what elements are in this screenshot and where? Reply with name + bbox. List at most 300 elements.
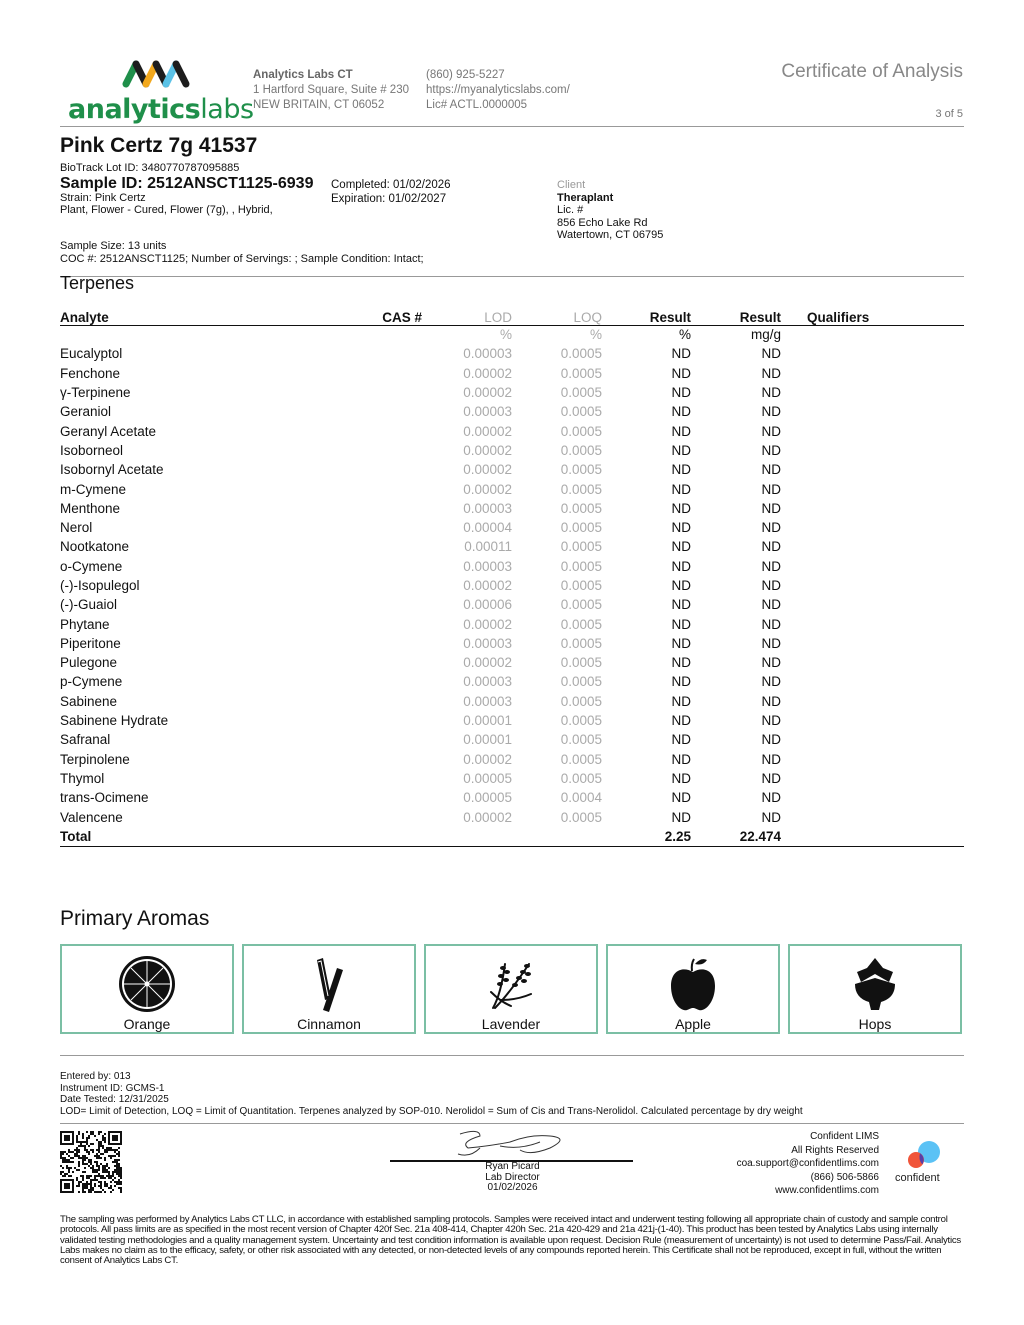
lims-info — [737, 1130, 879, 1198]
cell-result-mg: ND — [761, 365, 781, 381]
cell-cas — [345, 344, 422, 363]
cell-qualifiers — [781, 711, 964, 730]
cell-qualifiers — [781, 441, 964, 460]
cell-qualifiers — [781, 788, 964, 807]
cell-analyte: Sabinene — [60, 693, 118, 709]
units-analyte — [60, 325, 345, 344]
cell-result-mg: ND — [761, 751, 781, 767]
cell-result-mg: ND — [761, 462, 781, 478]
cell-analyte: Pulegone — [60, 655, 118, 671]
col-qualifiers: Qualifiers — [781, 306, 964, 325]
cell-result-pct: ND — [671, 578, 691, 593]
cell-lod: 0.00003 — [463, 404, 512, 420]
cell-loq: 0.0005 — [560, 674, 602, 690]
sample-meta — [60, 240, 424, 265]
cell-cas — [345, 653, 422, 672]
cell-analyte: Eucalyptol — [60, 346, 123, 362]
cell-result-mg: ND — [761, 655, 781, 671]
cell-analyte: Sabinene Hydrate — [60, 713, 169, 729]
document-title: Certificate of Analysis — [781, 61, 963, 82]
cell-cas — [345, 672, 422, 691]
cell-cas — [345, 711, 422, 730]
cell-result-pct: ND — [671, 462, 691, 478]
cell-lod: 0.00003 — [463, 500, 512, 516]
cell-analyte: o-Cymene — [60, 558, 123, 574]
disclaimer: The sampling was performed by Analytics Labs CT LLC, in accordance with established sampling protocols. Samples were received intact and underwent testing following all appropriate chain of custody and sample control protocols. All pass limits are as specified in the most recent version of Chapter 420f Sec. 21a 408-414, Chapter 420h Sec. 21a 420-429 and 21a 421j-(1-40). This product has been tested by Analytics Labs using internally validated testing methodologies and a quality management system. Uncertainty and test condition information is available upon request. Decision Rule (measurement of uncertainty) is not used to determine Pass/Fail. Analytics Labs makes no claim as to the efficacy, safety, or other risk associated with any detected, or non-detected levels of any compounds reported herein. This Certificate shall not be reproduced, except in full, without the written consent of Analytics Labs CT. — [60, 1214, 961, 1267]
table-row — [60, 807, 964, 826]
cell-result-mg: ND — [761, 500, 781, 516]
cell-qualifiers — [781, 653, 964, 672]
cell-result-pct: ND — [671, 616, 691, 632]
cell-lod: 0.00001 — [463, 732, 512, 748]
cell-analyte: Geraniol — [60, 404, 112, 420]
logo-text-bold: analytics — [68, 94, 201, 125]
units-qualifiers — [781, 325, 964, 344]
lab-contact — [426, 68, 570, 113]
cell-lod: 0.00001 — [463, 713, 512, 729]
cell-cas — [345, 730, 422, 749]
cell-result-mg: ND — [761, 674, 781, 690]
table-row — [60, 711, 964, 730]
table-row — [60, 537, 964, 556]
cell-analyte: Piperitone — [60, 635, 121, 651]
cell-lod: 0.00002 — [463, 423, 512, 439]
sample-id: Sample ID: 2512ANSCT1125-6939 — [60, 175, 314, 192]
strain: Strain: Pink Certz — [60, 192, 146, 204]
strain-info — [60, 192, 273, 216]
table-row — [60, 460, 964, 479]
lab-address-1: 1 Hartford Square, Suite # 230 — [253, 84, 409, 96]
cell-result-pct: ND — [671, 365, 691, 381]
cell-analyte: p-Cymene — [60, 674, 123, 690]
cell-lod: 0.00005 — [463, 770, 512, 786]
cell-qualifiers — [781, 614, 964, 633]
cell-lod: 0.00011 — [464, 539, 512, 555]
cell-result-pct: ND — [671, 539, 691, 555]
aroma-label: Cinnamon — [297, 1016, 361, 1032]
instrument-id: Instrument ID: GCMS-1 — [60, 1082, 165, 1094]
sample-size: Sample Size: 13 units — [60, 240, 167, 252]
confident-logo — [895, 1140, 955, 1188]
aroma-label: Lavender — [481, 1016, 541, 1032]
cell-result-pct: ND — [671, 674, 691, 690]
cell-result-mg: ND — [761, 790, 781, 806]
lab-info — [253, 68, 409, 113]
table-row — [60, 441, 964, 460]
logo-text-light: labs — [200, 94, 254, 125]
aroma-label: Orange — [123, 1016, 171, 1032]
cell-lod: 0.00002 — [463, 809, 512, 825]
cell-analyte: Nerol — [60, 520, 93, 536]
cell-result-mg: ND — [761, 481, 781, 497]
cell-loq: 0.0005 — [560, 423, 602, 439]
cell-result-pct: ND — [671, 442, 691, 458]
cell-cas — [345, 402, 422, 421]
units-cas — [345, 325, 422, 344]
cell-analyte: Isoborneol — [60, 442, 124, 458]
cell-lod: 0.00002 — [463, 481, 512, 497]
logo-mark-icon — [68, 58, 238, 94]
cell-qualifiers — [781, 402, 964, 421]
total-label: Total — [60, 827, 345, 846]
aromas-section-title: Primary Aromas — [60, 907, 210, 930]
cell-analyte: Valencene — [60, 809, 123, 825]
total-result-mg: 22.474 — [691, 827, 781, 846]
cell-loq: 0.0005 — [560, 520, 602, 536]
cell-result-mg: ND — [761, 713, 781, 729]
cell-result-pct: ND — [671, 732, 691, 748]
aroma-card-orange — [60, 944, 234, 1034]
cell-result-mg: ND — [761, 558, 781, 574]
cell-lod: 0.00004 — [463, 520, 512, 536]
cell-loq: 0.0005 — [560, 597, 602, 613]
table-row — [60, 614, 964, 633]
lims-name: Confident LIMS — [810, 1131, 879, 1142]
signer-block — [450, 1162, 575, 1194]
cell-qualifiers — [781, 750, 964, 769]
lab-address-2: NEW BRITAIN, CT 06052 — [253, 99, 385, 111]
test-info — [60, 1071, 803, 1117]
cell-analyte: m-Cymene — [60, 481, 127, 497]
coc-info: COC #: 2512ANSCT1125; Number of Servings: ; Sample Condition: Intact; — [60, 252, 424, 265]
cell-analyte: Safranal — [60, 732, 111, 748]
cell-result-mg: ND — [761, 539, 781, 555]
cell-lod: 0.00003 — [463, 346, 512, 362]
client-address-1: 856 Echo Lake Rd — [557, 216, 648, 229]
cell-lod: 0.00002 — [463, 616, 512, 632]
cell-result-mg: ND — [761, 693, 781, 709]
cell-result-pct: ND — [671, 385, 691, 401]
cell-lod: 0.00002 — [463, 578, 512, 593]
hops-cone-icon — [845, 954, 905, 1014]
dates — [331, 178, 451, 206]
cell-lod: 0.00006 — [463, 597, 512, 613]
cell-cas — [345, 807, 422, 826]
lims-phone: (866) 506-5866 — [810, 1171, 879, 1183]
cell-result-pct: ND — [671, 481, 691, 497]
page-number: 3 of 5 — [935, 108, 963, 120]
cell-cas — [345, 537, 422, 556]
client-label: Client — [557, 179, 586, 191]
cell-cas — [345, 750, 422, 769]
cell-loq: 0.0005 — [560, 732, 602, 748]
cell-result-pct: ND — [671, 597, 691, 613]
cell-result-mg: ND — [761, 423, 781, 439]
table-row — [60, 634, 964, 653]
cell-analyte: Terpinolene — [60, 751, 130, 767]
cell-qualifiers — [781, 595, 964, 614]
cell-qualifiers — [781, 499, 964, 518]
cell-result-mg: ND — [761, 346, 781, 362]
cell-result-mg: ND — [761, 442, 781, 458]
cell-qualifiers — [781, 769, 964, 788]
cell-cas — [345, 499, 422, 518]
cell-cas — [345, 595, 422, 614]
cell-lod: 0.00002 — [463, 385, 512, 401]
cell-cas — [345, 479, 422, 498]
table-header-row — [60, 306, 964, 325]
cell-result-mg: ND — [761, 520, 781, 536]
cell-lod: 0.00003 — [463, 558, 512, 574]
cell-qualifiers — [781, 364, 964, 383]
date-tested: Date Tested: 12/31/2025 — [60, 1094, 169, 1105]
cell-analyte: γ-Terpinene — [60, 385, 131, 401]
lims-rights: All Rights Reserved — [791, 1144, 879, 1156]
unit-result-mg: mg/g — [750, 327, 781, 343]
cell-loq: 0.0005 — [560, 481, 602, 497]
cell-result-pct: ND — [671, 655, 691, 671]
legend-note: LOD= Limit of Detection, LOQ = Limit of Quantitation. Terpenes analyzed by SOP-010. Nerolidol = Sum of Cis and Trans-Nerolidol. Calculated percentage by dry weight — [60, 1105, 803, 1117]
total-empty — [512, 827, 602, 846]
lims-email-link[interactable]: coa.support@confidentlims.com — [736, 1158, 879, 1169]
client-info — [557, 179, 663, 242]
cell-analyte: (-)-Guaiol — [60, 597, 118, 613]
client-license: Lic. # — [557, 204, 584, 216]
cell-qualifiers — [781, 460, 964, 479]
total-empty — [781, 827, 964, 846]
cell-result-pct: ND — [671, 751, 691, 767]
cell-loq: 0.0004 — [560, 790, 602, 806]
cell-lod: 0.00002 — [463, 655, 512, 671]
client-name: Theraplant — [557, 191, 614, 204]
table-row — [60, 730, 964, 749]
unit-result-pct: % — [678, 327, 691, 343]
cell-loq: 0.0005 — [560, 770, 602, 786]
product-name: Pink Certz 7g 41537 — [60, 134, 258, 157]
cell-analyte: Fenchone — [60, 365, 121, 381]
lavender-sprig-icon — [481, 954, 541, 1014]
apple-icon — [663, 954, 723, 1014]
logo-wordmark — [68, 94, 254, 125]
cell-result-pct: ND — [671, 558, 691, 574]
lab-name: Analytics Labs CT — [253, 69, 353, 81]
cell-cas — [345, 614, 422, 633]
table-row — [60, 383, 964, 402]
aroma-card-apple — [606, 944, 780, 1034]
terpenes-table — [60, 306, 964, 847]
col-lod: LOD — [422, 306, 512, 325]
cell-loq: 0.0005 — [560, 404, 602, 420]
cell-loq: 0.0005 — [560, 693, 602, 709]
cell-analyte: Geranyl Acetate — [60, 423, 157, 439]
cell-loq: 0.0005 — [560, 346, 602, 362]
cell-result-pct: ND — [671, 423, 691, 439]
cell-result-mg: ND — [761, 597, 781, 613]
total-empty — [345, 827, 422, 846]
completed-date: Completed: 01/02/2026 — [331, 179, 451, 191]
signer-name: Ryan Picard — [485, 1161, 540, 1172]
cell-qualifiers — [781, 479, 964, 498]
cell-cas — [345, 460, 422, 479]
confident-logo-icon — [895, 1140, 955, 1172]
col-result-mg: Result — [691, 306, 781, 325]
confident-logo-text: confident — [895, 1172, 940, 1184]
divider — [60, 1123, 964, 1124]
cell-result-mg: ND — [761, 616, 781, 632]
product-category: Plant, Flower - Cured, Flower (7g), , Hybrid, — [60, 204, 273, 216]
table-row — [60, 750, 964, 769]
aromas-row — [60, 944, 964, 1034]
cell-lod: 0.00002 — [463, 462, 512, 478]
cell-loq: 0.0005 — [560, 462, 602, 478]
table-row — [60, 595, 964, 614]
cell-analyte: Phytane — [60, 616, 110, 632]
cell-loq: 0.0005 — [560, 616, 602, 632]
aroma-card-hops — [788, 944, 962, 1034]
cell-result-pct: ND — [671, 404, 691, 420]
table-row — [60, 692, 964, 711]
divider — [60, 126, 964, 127]
table-row — [60, 421, 964, 440]
total-row — [60, 827, 964, 846]
cell-loq: 0.0005 — [560, 809, 602, 825]
cell-result-mg: ND — [761, 578, 781, 593]
lab-website-link[interactable]: https://myanalyticslabs.com/ — [426, 84, 570, 96]
cell-qualifiers — [781, 383, 964, 402]
cell-analyte: (-)-Isopulegol — [60, 578, 140, 593]
cell-analyte: trans-Ocimene — [60, 790, 149, 806]
cell-cas — [345, 634, 422, 653]
cell-cas — [345, 383, 422, 402]
cell-cas — [345, 692, 422, 711]
qr-code-icon[interactable] — [60, 1131, 122, 1193]
cell-qualifiers — [781, 557, 964, 576]
cell-lod: 0.00003 — [463, 635, 512, 651]
cell-lod: 0.00002 — [463, 751, 512, 767]
table-row — [60, 653, 964, 672]
cell-cas — [345, 576, 422, 595]
cell-qualifiers — [781, 421, 964, 440]
cell-analyte: Thymol — [60, 770, 105, 786]
cell-cas — [345, 364, 422, 383]
col-result-pct: Result — [602, 306, 691, 325]
signature-icon — [450, 1128, 575, 1160]
cell-result-mg: ND — [761, 770, 781, 786]
col-loq: LOQ — [512, 306, 602, 325]
cell-loq: 0.0005 — [560, 635, 602, 651]
cell-qualifiers — [781, 518, 964, 537]
cell-cas — [345, 769, 422, 788]
cell-qualifiers — [781, 692, 964, 711]
cell-loq: 0.0005 — [560, 655, 602, 671]
cell-cas — [345, 557, 422, 576]
cell-result-pct: ND — [671, 346, 691, 362]
col-cas: CAS # — [345, 306, 422, 325]
table-row — [60, 499, 964, 518]
cell-loq: 0.0005 — [560, 365, 602, 381]
table-row — [60, 672, 964, 691]
cell-lod: 0.00002 — [463, 365, 512, 381]
cell-loq: 0.0005 — [560, 578, 602, 593]
cell-analyte: Menthone — [60, 500, 121, 516]
cinnamon-sticks-icon — [299, 954, 359, 1014]
signer-title: Lab Director — [485, 1171, 540, 1183]
table-row — [60, 479, 964, 498]
cell-loq: 0.0005 — [560, 442, 602, 458]
cell-result-pct: ND — [671, 635, 691, 651]
analytics-labs-logo — [68, 58, 254, 126]
cell-qualifiers — [781, 344, 964, 363]
cell-result-pct: ND — [671, 770, 691, 786]
table-row — [60, 402, 964, 421]
divider — [60, 276, 964, 277]
cell-lod: 0.00002 — [463, 442, 512, 458]
cell-lod: 0.00003 — [463, 674, 512, 690]
total-result-pct: 2.25 — [602, 827, 691, 846]
client-address-2: Watertown, CT 06795 — [557, 229, 664, 241]
biotrack-lot-id: BioTrack Lot ID: 3480770787095885 — [60, 162, 240, 174]
cell-result-mg: ND — [761, 635, 781, 651]
aroma-card-cinnamon — [242, 944, 416, 1034]
cell-result-mg: ND — [761, 404, 781, 420]
cell-qualifiers — [781, 807, 964, 826]
cell-result-mg: ND — [761, 732, 781, 748]
cell-cas — [345, 518, 422, 537]
cell-result-pct: ND — [671, 693, 691, 709]
cell-loq: 0.0005 — [560, 713, 602, 729]
unit-lod: % — [499, 327, 512, 343]
cell-qualifiers — [781, 634, 964, 653]
lab-phone: (860) 925-5227 — [426, 69, 505, 81]
cell-loq: 0.0005 — [560, 751, 602, 767]
cell-lod: 0.00005 — [463, 790, 512, 806]
cell-result-pct: ND — [671, 713, 691, 729]
cell-analyte: Nootkatone — [60, 539, 130, 555]
table-row — [60, 769, 964, 788]
cell-loq: 0.0005 — [560, 385, 602, 401]
cell-loq: 0.0005 — [560, 500, 602, 516]
cell-loq: 0.0005 — [560, 539, 602, 555]
cell-qualifiers — [781, 672, 964, 691]
terpenes-section-title: Terpenes — [60, 273, 135, 293]
cell-result-mg: ND — [761, 385, 781, 401]
cell-result-pct: ND — [671, 809, 691, 825]
table-row — [60, 518, 964, 537]
cell-loq: 0.0005 — [560, 558, 602, 574]
aroma-label: Apple — [675, 1016, 711, 1032]
orange-slice-icon — [117, 954, 177, 1014]
cell-lod: 0.00003 — [463, 693, 512, 709]
cell-result-mg: ND — [761, 809, 781, 825]
aroma-card-lavender — [424, 944, 598, 1034]
table-row — [60, 576, 964, 595]
aroma-label: Hops — [858, 1016, 892, 1032]
lims-website-link[interactable]: www.confidentlims.com — [775, 1185, 879, 1196]
total-empty — [422, 827, 512, 846]
cell-cas — [345, 788, 422, 807]
cell-qualifiers — [781, 537, 964, 556]
divider — [60, 1055, 964, 1056]
unit-loq: % — [589, 327, 602, 343]
entered-by: Entered by: 013 — [60, 1071, 131, 1082]
cell-result-pct: ND — [671, 520, 691, 536]
cell-cas — [345, 441, 422, 460]
lab-license: Lic# ACTL.0000005 — [426, 99, 528, 111]
cell-analyte: Isobornyl Acetate — [60, 462, 164, 478]
col-analyte: Analyte — [60, 306, 345, 325]
table-row — [60, 344, 964, 363]
cell-qualifiers — [781, 730, 964, 749]
signer-date: 01/02/2026 — [487, 1182, 538, 1193]
cell-cas — [345, 421, 422, 440]
cell-result-pct: ND — [671, 790, 691, 806]
expiration-date: Expiration: 01/02/2027 — [331, 193, 447, 205]
table-row — [60, 364, 964, 383]
cell-result-pct: ND — [671, 500, 691, 516]
units-row — [60, 325, 964, 344]
cell-qualifiers — [781, 576, 964, 595]
table-row — [60, 557, 964, 576]
